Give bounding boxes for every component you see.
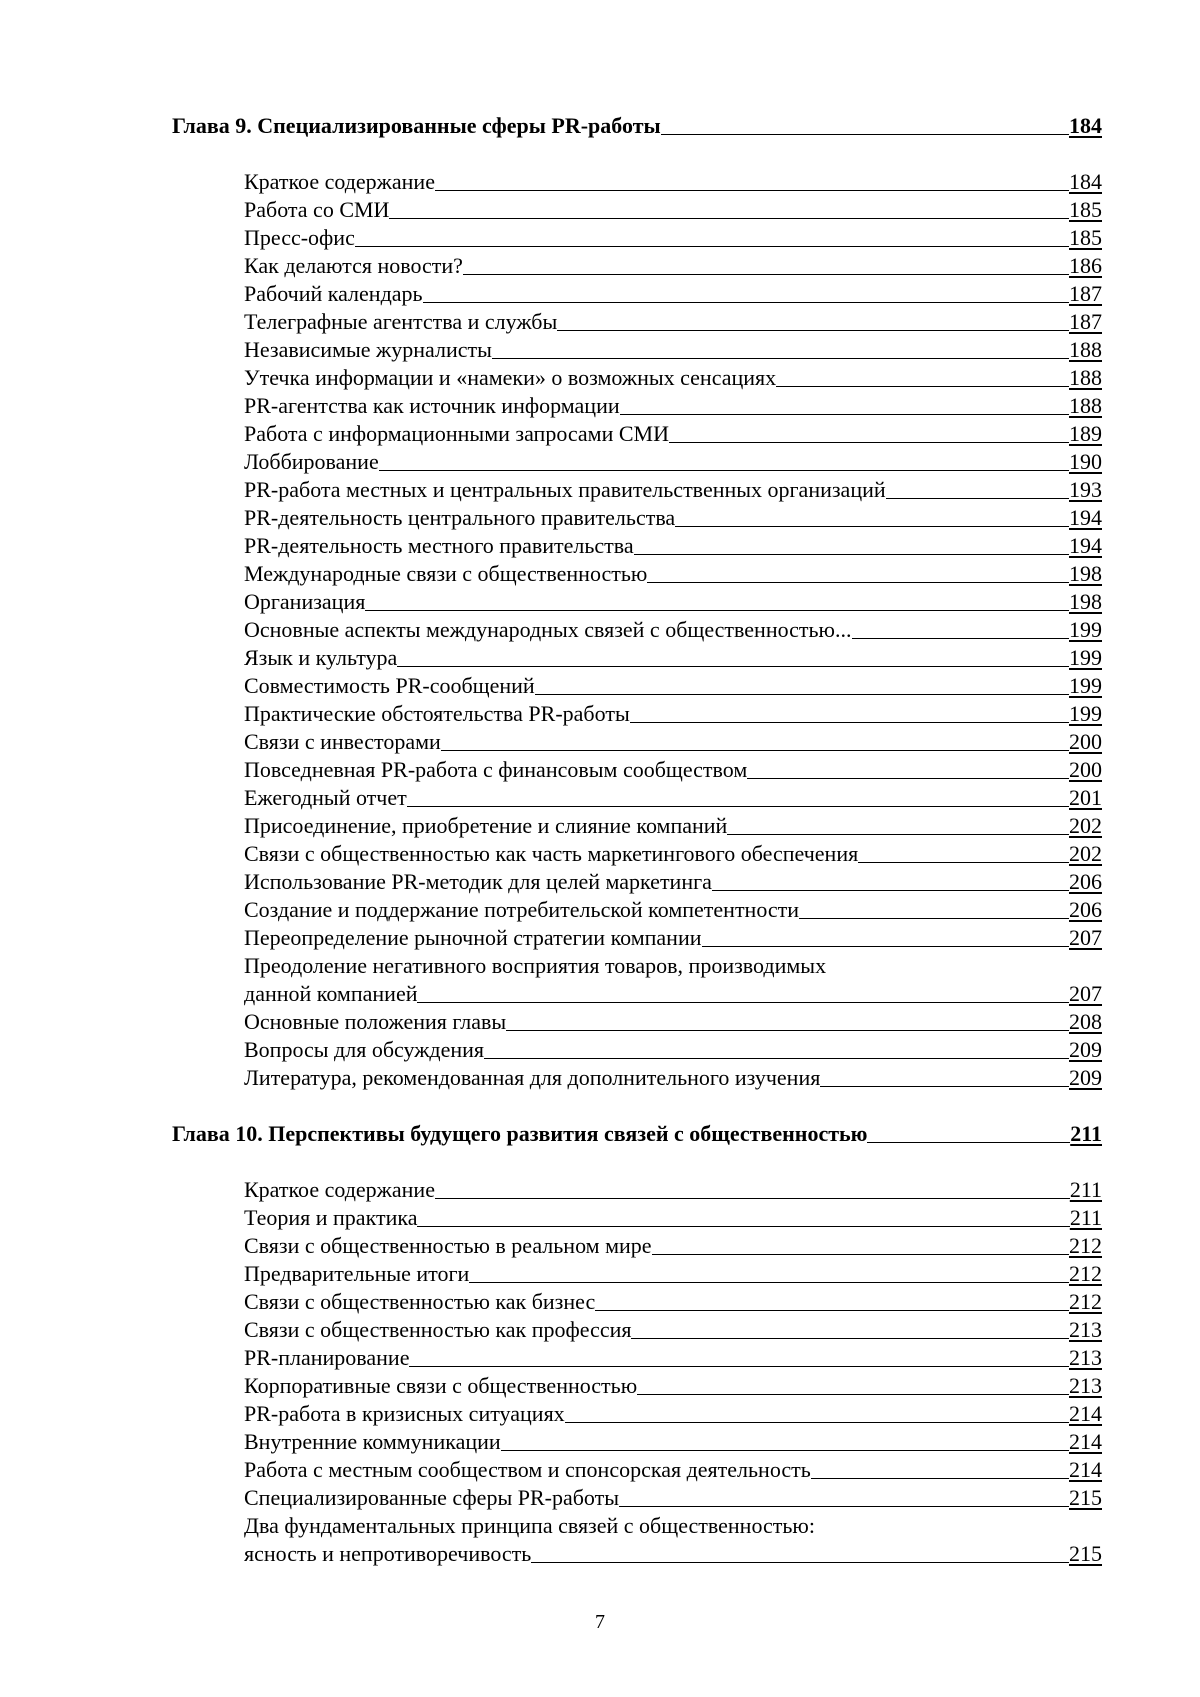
leader-line <box>630 722 1069 723</box>
entry-page-number: 206 <box>1069 869 1102 894</box>
leader-line <box>531 1562 1069 1563</box>
leader-line <box>409 1366 1069 1367</box>
toc-entry[interactable] <box>172 924 1102 952</box>
entry-page-number: 198 <box>1069 589 1102 614</box>
leader-line <box>441 750 1069 751</box>
toc-chapter <box>172 1120 1102 1568</box>
entry-page-number: 214 <box>1069 1457 1102 1482</box>
leader-line <box>501 1450 1069 1451</box>
toc-entry[interactable] <box>172 252 1102 280</box>
toc-entry[interactable] <box>172 224 1102 252</box>
entry-page-number: 187 <box>1069 309 1102 334</box>
leader-line <box>858 862 1069 863</box>
toc-entry[interactable] <box>172 336 1102 364</box>
leader-line <box>557 330 1069 331</box>
toc-entry[interactable] <box>172 1540 1102 1568</box>
entry-title-line: Преодоление негативного восприятия товаров, производимых <box>244 953 827 978</box>
toc-entry[interactable] <box>172 980 1102 1008</box>
leader-line <box>463 274 1069 275</box>
entry-title: Переопределение рыночной стратегии компании <box>244 925 702 950</box>
entry-page-number: 207 <box>1069 925 1102 950</box>
entry-title: Организация <box>244 589 366 614</box>
entry-title: Телеграфные агентства и службы <box>244 309 558 334</box>
entry-page-number: 212 <box>1069 1289 1102 1314</box>
entry-title: Международные связи с общественностью <box>244 561 648 586</box>
toc-entry[interactable] <box>172 1204 1102 1232</box>
toc-entry[interactable] <box>172 1036 1102 1064</box>
entry-page-number: 202 <box>1069 841 1102 866</box>
entry-title: Связи с общественностью как профессия <box>244 1317 632 1342</box>
leader-line <box>506 1030 1069 1031</box>
toc-entry[interactable] <box>172 588 1102 616</box>
toc-entry[interactable] <box>172 448 1102 476</box>
entry-page-number: 188 <box>1069 393 1102 418</box>
leader-line <box>484 1058 1069 1059</box>
entry-title: Связи с инвесторами <box>244 729 441 754</box>
entry-page-number: 214 <box>1069 1429 1102 1454</box>
leader-line <box>407 806 1069 807</box>
entry-title: Лоббирование <box>244 449 379 474</box>
entry-page-number: 212 <box>1069 1233 1102 1258</box>
entry-title: PR-работа в кризисных ситуациях <box>244 1401 565 1426</box>
entry-title: PR-деятельность центрального правительства <box>244 505 676 530</box>
entry-title: Вопросы для обсуждения <box>244 1037 485 1062</box>
entry-title: Теория и практика <box>244 1205 418 1230</box>
leader-line <box>867 1142 1070 1143</box>
entry-title: Внутренние коммуникации <box>244 1429 501 1454</box>
entry-title: Краткое содержание <box>244 169 435 194</box>
entry-title: Создание и поддержание потребительской компетентности <box>244 897 800 922</box>
leader-line <box>355 246 1069 247</box>
entry-page-number: 208 <box>1069 1009 1102 1034</box>
leader-line <box>595 1310 1069 1311</box>
leader-line <box>886 498 1069 499</box>
entry-page-number: 200 <box>1069 757 1102 782</box>
toc-entry[interactable] <box>172 1456 1102 1484</box>
toc-entry[interactable] <box>172 644 1102 672</box>
entry-page-number: 201 <box>1069 785 1102 810</box>
leader-line <box>379 470 1069 471</box>
entry-page-number: 199 <box>1069 617 1102 642</box>
leader-line <box>435 190 1069 191</box>
entry-page-number: 215 <box>1069 1485 1102 1510</box>
toc-entry[interactable] <box>172 1008 1102 1036</box>
leader-line <box>435 1198 1070 1199</box>
entry-page-number: 209 <box>1069 1065 1102 1090</box>
toc-entry[interactable] <box>172 700 1102 728</box>
leader-line <box>652 1254 1069 1255</box>
entry-page-number: 211 <box>1069 1177 1102 1202</box>
entry-title: PR-планирование <box>244 1345 410 1370</box>
entry-title: ясность и непротиворечивость <box>244 1541 532 1566</box>
leader-line <box>811 1478 1069 1479</box>
entry-page-number: 199 <box>1069 645 1102 670</box>
entry-title: Литература, рекомендованная для дополнительного изучения <box>244 1065 821 1090</box>
entry-page-number: 185 <box>1069 197 1102 222</box>
leader-line <box>852 638 1070 639</box>
toc-entry[interactable] <box>172 840 1102 868</box>
leader-line <box>469 1282 1069 1283</box>
leader-line <box>702 946 1070 947</box>
leader-line <box>637 1394 1069 1395</box>
leader-line <box>365 610 1069 611</box>
entry-title: Работа со СМИ <box>244 197 390 222</box>
toc-entry[interactable] <box>172 364 1102 392</box>
table-of-contents <box>172 112 1102 1568</box>
entry-page-number: 212 <box>1069 1261 1102 1286</box>
toc-entry-first-line <box>172 1512 1102 1540</box>
toc-entry[interactable] <box>172 308 1102 336</box>
entry-title: Краткое содержание <box>244 1177 435 1202</box>
chapter-title: Глава 10. Перспективы будущего развития связей с общественностью <box>172 1121 868 1146</box>
toc-entry[interactable] <box>172 420 1102 448</box>
page-number: 7 <box>595 1611 605 1633</box>
leader-line <box>423 302 1069 303</box>
toc-entry[interactable] <box>172 1400 1102 1428</box>
toc-entry[interactable] <box>172 392 1102 420</box>
entry-title: Предварительные итоги <box>244 1261 470 1286</box>
entry-title: Специализированные сферы PR-работы <box>244 1485 620 1510</box>
entry-title: Как делаются новости? <box>244 253 463 278</box>
toc-entry[interactable] <box>172 896 1102 924</box>
entry-page-number: 207 <box>1069 981 1102 1006</box>
entry-title: Основные положения главы <box>244 1009 507 1034</box>
entry-page-number: 213 <box>1069 1345 1102 1370</box>
entry-title: Связи с общественностью как часть маркетингового обеспечения <box>244 841 859 866</box>
entry-title: PR-деятельность местного правительства <box>244 533 634 558</box>
toc-entry[interactable] <box>172 1316 1102 1344</box>
entry-page-number: 187 <box>1069 281 1102 306</box>
leader-line <box>565 1422 1069 1423</box>
leader-line <box>397 666 1069 667</box>
toc-entry[interactable] <box>172 504 1102 532</box>
entry-title: Утечка информации и «намеки» о возможных сенсациях <box>244 365 777 390</box>
entry-title: PR-работа местных и центральных правительственных организаций <box>244 477 886 502</box>
toc-entry[interactable] <box>172 1064 1102 1092</box>
entry-title: Связи с общественностью в реальном мире <box>244 1233 652 1258</box>
leader-line <box>661 134 1069 135</box>
toc-entry[interactable] <box>172 1428 1102 1456</box>
leader-line <box>776 386 1069 387</box>
toc-entry[interactable] <box>172 728 1102 756</box>
chapter-page-number: 211 <box>1070 1121 1102 1146</box>
entry-page-number: 188 <box>1069 337 1102 362</box>
entry-page-number: 199 <box>1069 701 1102 726</box>
entry-page-number: 186 <box>1069 253 1102 278</box>
entry-page-number: 190 <box>1069 449 1102 474</box>
chapter-title: Глава 9. Специализированные сферы PR-работы <box>172 113 661 138</box>
entry-page-number: 194 <box>1069 505 1102 530</box>
entry-page-number: 215 <box>1069 1541 1102 1566</box>
entry-title: Практические обстоятельства PR-работы <box>244 701 630 726</box>
entry-page-number: 213 <box>1069 1373 1102 1398</box>
entry-title: Корпоративные связи с общественностью <box>244 1373 638 1398</box>
toc-entry[interactable] <box>172 1176 1102 1204</box>
leader-line <box>712 890 1069 891</box>
entry-page-number: 194 <box>1069 533 1102 558</box>
entry-title-line: Два фундаментальных принципа связей с общественностью: <box>244 1513 815 1538</box>
entry-page-number: 184 <box>1069 169 1102 194</box>
chapter-page-number: 184 <box>1069 113 1102 138</box>
entry-page-number: 198 <box>1069 561 1102 586</box>
leader-line <box>669 442 1069 443</box>
toc-entry[interactable] <box>172 1372 1102 1400</box>
leader-line <box>389 218 1069 219</box>
toc-entry-first-line <box>172 952 1102 980</box>
leader-line <box>535 694 1069 695</box>
toc-entry[interactable] <box>172 196 1102 224</box>
entry-page-number: 193 <box>1069 477 1102 502</box>
entry-title: Связи с общественностью как бизнес <box>244 1289 596 1314</box>
chapter-heading <box>172 1120 1102 1148</box>
leader-line <box>634 554 1069 555</box>
toc-entry[interactable] <box>172 560 1102 588</box>
entry-title: Совместимость PR-сообщений <box>244 673 535 698</box>
leader-line <box>492 358 1069 359</box>
leader-line <box>631 1338 1069 1339</box>
entry-title: Ежегодный отчет <box>244 785 407 810</box>
leader-line <box>727 834 1069 835</box>
toc-entry[interactable] <box>172 756 1102 784</box>
entry-page-number: 211 <box>1069 1205 1102 1230</box>
entry-page-number: 213 <box>1069 1317 1102 1342</box>
entry-page-number: 214 <box>1069 1401 1102 1426</box>
entry-title: Присоединение, приобретение и слияние компаний <box>244 813 728 838</box>
entry-page-number: 199 <box>1069 673 1102 698</box>
toc-entry[interactable] <box>172 812 1102 840</box>
toc-entry[interactable] <box>172 1344 1102 1372</box>
leader-line <box>619 1506 1069 1507</box>
entry-title: Повседневная PR-работа с финансовым сообществом <box>244 757 748 782</box>
toc-entry[interactable] <box>172 672 1102 700</box>
leader-line <box>417 1002 1069 1003</box>
toc-entry[interactable] <box>172 1484 1102 1512</box>
entry-page-number: 188 <box>1069 365 1102 390</box>
entry-page-number: 200 <box>1069 729 1102 754</box>
toc-entry[interactable] <box>172 616 1102 644</box>
entry-title: Работа с местным сообществом и спонсорская деятельность <box>244 1457 811 1482</box>
leader-line <box>647 582 1069 583</box>
toc-entry[interactable] <box>172 784 1102 812</box>
entry-page-number: 206 <box>1069 897 1102 922</box>
entry-title: Основные аспекты международных связей с общественностью... <box>244 617 852 642</box>
toc-entry[interactable] <box>172 476 1102 504</box>
chapter-heading <box>172 112 1102 140</box>
toc-entry[interactable] <box>172 532 1102 560</box>
leader-line <box>417 1226 1069 1227</box>
toc-entry[interactable] <box>172 168 1102 196</box>
entry-title: Работа с информационными запросами СМИ <box>244 421 669 446</box>
leader-line <box>675 526 1069 527</box>
entry-page-number: 185 <box>1069 225 1102 250</box>
toc-entry[interactable] <box>172 280 1102 308</box>
entry-title: PR-агентства как источник информации <box>244 393 620 418</box>
entry-page-number: 189 <box>1069 421 1102 446</box>
leader-line <box>820 1086 1069 1087</box>
entry-title: Использование PR-методик для целей маркетинга <box>244 869 712 894</box>
leader-line <box>799 918 1069 919</box>
entry-title: Рабочий календарь <box>244 281 423 306</box>
leader-line <box>620 414 1069 415</box>
toc-entry[interactable] <box>172 868 1102 896</box>
entry-title: Пресс-офис <box>244 225 355 250</box>
entry-title: данной компанией <box>244 981 418 1006</box>
entry-page-number: 202 <box>1069 813 1102 838</box>
leader-line <box>747 778 1069 779</box>
toc-entry[interactable] <box>172 1232 1102 1260</box>
toc-entry[interactable] <box>172 1260 1102 1288</box>
toc-chapter <box>172 112 1102 1092</box>
toc-entry[interactable] <box>172 1288 1102 1316</box>
entry-page-number: 209 <box>1069 1037 1102 1062</box>
entry-title: Независимые журналисты <box>244 337 492 362</box>
entry-title: Язык и культура <box>244 645 398 670</box>
